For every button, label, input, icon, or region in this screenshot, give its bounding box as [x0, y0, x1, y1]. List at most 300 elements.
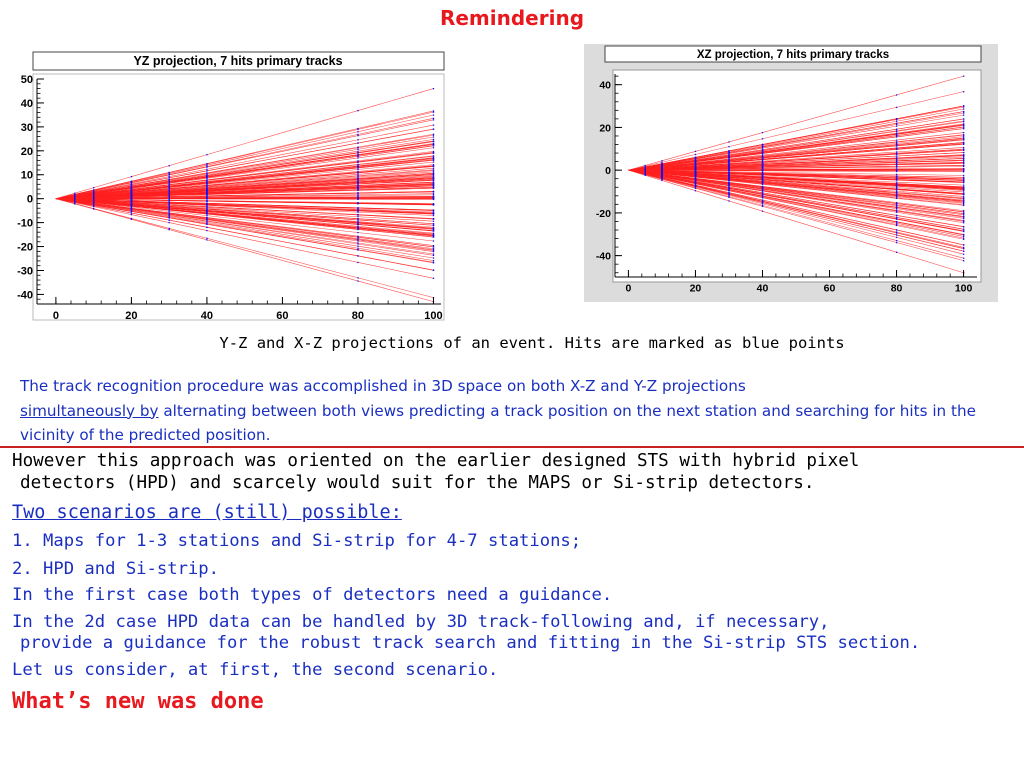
hit-point — [93, 191, 94, 192]
hit-point — [896, 126, 897, 127]
hit-point — [963, 142, 964, 143]
hit-point — [433, 194, 434, 195]
hit-point — [963, 221, 964, 222]
hit-point — [206, 190, 207, 191]
hit-point — [762, 197, 763, 198]
hit-point — [433, 213, 434, 214]
hit-point — [728, 165, 729, 166]
hit-point — [695, 170, 696, 171]
whats-new-heading: What’s new was done — [12, 689, 264, 714]
hit-point — [357, 202, 358, 203]
y-tick-label: 0 — [605, 165, 611, 178]
hit-point — [728, 146, 729, 147]
slide-title: Remindering — [439, 6, 585, 30]
hit-point — [433, 143, 434, 144]
hit-point — [762, 194, 763, 195]
hit-point — [169, 173, 170, 174]
hit-point — [963, 258, 964, 259]
hit-point — [206, 203, 207, 204]
hit-point — [963, 136, 964, 137]
hit-point — [433, 211, 434, 212]
hit-point — [357, 243, 358, 244]
hit-point — [762, 152, 763, 153]
hit-point — [169, 212, 170, 213]
hit-point — [433, 203, 434, 204]
hit-point — [645, 165, 646, 166]
hit-point — [728, 183, 729, 184]
hit-point — [433, 119, 434, 120]
hit-point — [728, 175, 729, 176]
hit-point — [762, 179, 763, 180]
hit-point — [896, 147, 897, 148]
hit-point — [896, 234, 897, 235]
hit-point — [896, 118, 897, 119]
hit-point — [896, 130, 897, 131]
hit-point — [695, 180, 696, 181]
hit-point — [433, 180, 434, 181]
hit-point — [433, 234, 434, 235]
hit-point — [169, 190, 170, 191]
hit-point — [357, 180, 358, 181]
hit-point — [433, 152, 434, 153]
hit-point — [169, 205, 170, 206]
hit-point — [695, 185, 696, 186]
hit-point — [695, 183, 696, 184]
hit-point — [357, 135, 358, 136]
hit-point — [433, 158, 434, 159]
hit-point — [169, 211, 170, 212]
hit-point — [433, 240, 434, 241]
hit-point — [131, 206, 132, 207]
hit-point — [357, 240, 358, 241]
hit-point — [963, 118, 964, 119]
hit-point — [206, 169, 207, 170]
hit-point — [433, 118, 434, 119]
hit-point — [695, 171, 696, 172]
hit-point — [169, 200, 170, 201]
hit-point — [695, 168, 696, 169]
hit-point — [357, 246, 358, 247]
section-divider — [0, 446, 1024, 448]
hit-point — [963, 91, 964, 92]
hit-point — [645, 167, 646, 168]
hit-point — [206, 227, 207, 228]
hit-point — [131, 204, 132, 205]
hit-point — [206, 209, 207, 210]
hit-point — [357, 151, 358, 152]
hit-point — [433, 249, 434, 250]
hit-point — [206, 188, 207, 189]
x-tick-label: 0 — [52, 310, 59, 322]
hit-point — [896, 215, 897, 216]
hit-point — [963, 171, 964, 172]
hit-point — [661, 170, 662, 171]
hit-point — [357, 143, 358, 144]
hit-point — [433, 173, 434, 174]
y-tick-label: -20 — [595, 207, 611, 220]
y-tick-label: -30 — [17, 265, 33, 278]
hit-point — [896, 141, 897, 142]
hit-point — [963, 128, 964, 129]
hit-point — [896, 151, 897, 152]
hit-point — [695, 182, 696, 183]
y-tick-label: -40 — [595, 250, 611, 263]
y-tick-label: 20 — [20, 145, 33, 158]
hit-point — [74, 196, 75, 197]
hit-point — [762, 164, 763, 165]
hit-point — [695, 165, 696, 166]
hit-point — [728, 172, 729, 173]
hit-point — [762, 170, 763, 171]
hit-point — [206, 238, 207, 239]
hit-point — [169, 192, 170, 193]
x-tick-label: 80 — [351, 310, 365, 322]
hit-point — [169, 188, 170, 189]
hit-point — [357, 198, 358, 199]
y-tick-label: 50 — [20, 74, 33, 86]
yz-chart-svg — [0, 48, 450, 330]
hit-point — [661, 163, 662, 164]
hit-point — [896, 240, 897, 241]
hit-point — [762, 184, 763, 185]
hit-point — [963, 139, 964, 140]
hit-point — [433, 136, 434, 137]
hit-point — [896, 158, 897, 159]
hit-point — [695, 157, 696, 158]
hit-point — [695, 190, 696, 191]
paragraph-part1: The track recognition procedure was accomplished in 3D space on both X-Z and Y-Z projections — [20, 377, 746, 395]
hit-point — [357, 128, 358, 129]
hit-point — [963, 190, 964, 191]
hit-point — [645, 173, 646, 174]
hit-point — [433, 233, 434, 234]
body-line-1b: detectors (HPD) and scarcely would suit for the MAPS or Si-strip detectors. — [20, 473, 815, 493]
hit-point — [206, 213, 207, 214]
hit-point — [896, 237, 897, 238]
hit-point — [206, 194, 207, 195]
hit-point — [206, 165, 207, 166]
hit-point — [762, 192, 763, 193]
hit-point — [896, 192, 897, 193]
hit-point — [357, 226, 358, 227]
hit-point — [661, 180, 662, 181]
hit-point — [661, 172, 662, 173]
x-tick-label: 100 — [954, 282, 973, 295]
hit-point — [357, 171, 358, 172]
hit-point — [357, 255, 358, 256]
hit-point — [169, 222, 170, 223]
hit-point — [963, 203, 964, 204]
hit-point — [963, 178, 964, 179]
hit-point — [357, 184, 358, 185]
hit-point — [695, 175, 696, 176]
hit-point — [896, 94, 897, 95]
hit-point — [433, 228, 434, 229]
hit-point — [963, 156, 964, 157]
hit-point — [169, 194, 170, 195]
hit-point — [728, 161, 729, 162]
hit-point — [357, 186, 358, 187]
x-tick-label: 0 — [625, 282, 632, 295]
hit-point — [131, 189, 132, 190]
hit-point — [131, 187, 132, 188]
hit-point — [695, 161, 696, 162]
hit-point — [357, 189, 358, 190]
hit-point — [169, 228, 170, 229]
hit-point — [963, 132, 964, 133]
hit-point — [963, 126, 964, 127]
hit-point — [963, 229, 964, 230]
hit-point — [896, 187, 897, 188]
y-tick-label: 40 — [599, 79, 611, 92]
hit-point — [963, 198, 964, 199]
hit-point — [357, 164, 358, 165]
hit-point — [433, 183, 434, 184]
hit-point — [433, 145, 434, 146]
hit-point — [963, 76, 964, 77]
hit-point — [433, 159, 434, 160]
hit-point — [728, 186, 729, 187]
hit-point — [433, 246, 434, 247]
hit-point — [762, 150, 763, 151]
hit-point — [206, 223, 207, 224]
hit-point — [433, 223, 434, 224]
hit-point — [896, 133, 897, 134]
track-recognition-paragraph — [20, 374, 1010, 448]
hit-point — [357, 188, 358, 189]
xz-projection-chart — [584, 44, 998, 302]
hit-point — [206, 221, 207, 222]
hit-point — [433, 164, 434, 165]
hit-point — [695, 167, 696, 168]
scenario-item-1: 1. Maps for 1-3 stations and Si-strip for 4-7 stations; — [12, 531, 582, 551]
hit-point — [896, 166, 897, 167]
hit-point — [963, 230, 964, 231]
hit-point — [357, 110, 358, 111]
hit-point — [762, 186, 763, 187]
hit-point — [93, 198, 94, 199]
hit-point — [762, 138, 763, 139]
hit-point — [131, 181, 132, 182]
hit-point — [762, 203, 763, 204]
second-case-line-cont: provide a guidance for the robust track search and fitting in the Si-strip STS section. — [20, 633, 921, 653]
hit-point — [433, 221, 434, 222]
hit-point — [169, 176, 170, 177]
hit-point — [896, 143, 897, 144]
hit-point — [433, 187, 434, 188]
hit-point — [963, 248, 964, 249]
hit-point — [74, 203, 75, 204]
hit-point — [433, 209, 434, 210]
hit-point — [728, 170, 729, 171]
hit-point — [896, 203, 897, 204]
hit-point — [357, 212, 358, 213]
hit-point — [131, 190, 132, 191]
hit-point — [93, 205, 94, 206]
hit-point — [728, 188, 729, 189]
hit-point — [963, 212, 964, 213]
hit-point — [131, 200, 132, 201]
hit-point — [357, 219, 358, 220]
hit-point — [896, 139, 897, 140]
hit-point — [169, 186, 170, 187]
hit-point — [357, 210, 358, 211]
hit-point — [433, 147, 434, 148]
hit-point — [896, 135, 897, 136]
hit-point — [728, 182, 729, 183]
hit-point — [896, 191, 897, 192]
x-tick-label: 20 — [689, 282, 702, 295]
hit-point — [74, 200, 75, 201]
first-case-line: In the first case both types of detectors need a guidance. — [12, 585, 613, 605]
hit-point — [963, 185, 964, 186]
second-case-line: In the 2d case HPD data can be handled by 3D track-following and, if necessary, — [12, 612, 830, 632]
hit-point — [896, 242, 897, 243]
xz-chart-svg — [584, 44, 998, 302]
hit-point — [169, 179, 170, 180]
hit-point — [963, 254, 964, 255]
hit-point — [963, 177, 964, 178]
hit-point — [357, 147, 358, 148]
hit-point — [93, 193, 94, 194]
hit-point — [131, 212, 132, 213]
hit-point — [762, 200, 763, 201]
hit-point — [131, 219, 132, 220]
hit-point — [896, 171, 897, 172]
hit-point — [645, 175, 646, 176]
hit-point — [896, 184, 897, 185]
hit-point — [433, 134, 434, 135]
hit-point — [728, 180, 729, 181]
hit-point — [433, 129, 434, 130]
hit-point — [896, 174, 897, 175]
hit-point — [728, 157, 729, 158]
y-tick-label: -20 — [17, 241, 33, 254]
hit-point — [93, 208, 94, 209]
hit-point — [131, 192, 132, 193]
hit-point — [433, 218, 434, 219]
hit-point — [896, 179, 897, 180]
hit-point — [206, 177, 207, 178]
hit-point — [896, 207, 897, 208]
hit-point — [206, 174, 207, 175]
hit-point — [762, 211, 763, 212]
hit-point — [357, 157, 358, 158]
hit-point — [169, 202, 170, 203]
x-tick-label: 20 — [125, 310, 138, 322]
hit-point — [695, 187, 696, 188]
hit-point — [896, 231, 897, 232]
hit-point — [963, 149, 964, 150]
hit-point — [357, 248, 358, 249]
x-tick-label: 100 — [424, 310, 443, 322]
hit-point — [131, 214, 132, 215]
hit-point — [762, 144, 763, 145]
hit-point — [433, 191, 434, 192]
hit-point — [963, 200, 964, 201]
hit-point — [357, 174, 358, 175]
hit-point — [896, 210, 897, 211]
hit-point — [357, 149, 358, 150]
hit-point — [963, 260, 964, 261]
hit-point — [963, 188, 964, 189]
hit-point — [206, 185, 207, 186]
hit-point — [695, 173, 696, 174]
hit-point — [896, 123, 897, 124]
hit-point — [131, 207, 132, 208]
hit-point — [695, 162, 696, 163]
hit-point — [433, 270, 434, 271]
hit-point — [762, 159, 763, 160]
hit-point — [357, 169, 358, 170]
hit-point — [963, 112, 964, 113]
hit-point — [762, 177, 763, 178]
hit-point — [762, 167, 763, 168]
hit-point — [433, 236, 434, 237]
hit-point — [896, 153, 897, 154]
hit-point — [433, 253, 434, 254]
hit-point — [433, 170, 434, 171]
hit-point — [963, 234, 964, 235]
hit-point — [896, 145, 897, 146]
hit-point — [762, 205, 763, 206]
x-tick-label: 60 — [823, 282, 836, 295]
y-tick-label: 40 — [20, 97, 33, 110]
hit-point — [357, 197, 358, 198]
hit-point — [963, 168, 964, 169]
hit-point — [206, 217, 207, 218]
hit-point — [728, 185, 729, 186]
hit-point — [695, 158, 696, 159]
hit-point — [206, 230, 207, 231]
hit-point — [357, 277, 358, 278]
hit-point — [896, 223, 897, 224]
hit-point — [963, 147, 964, 148]
hit-point — [896, 204, 897, 205]
hit-point — [695, 154, 696, 155]
hit-point — [963, 165, 964, 166]
hit-point — [131, 198, 132, 199]
hit-point — [357, 182, 358, 183]
hit-point — [963, 205, 964, 206]
hit-point — [93, 195, 94, 196]
hit-point — [357, 249, 358, 250]
hit-point — [357, 229, 358, 230]
hit-point — [206, 163, 207, 164]
hit-point — [728, 150, 729, 151]
hit-point — [357, 207, 358, 208]
hit-point — [433, 156, 434, 157]
hit-point — [896, 202, 897, 203]
hit-point — [728, 163, 729, 164]
hit-point — [896, 124, 897, 125]
hit-point — [963, 152, 964, 153]
hit-point — [963, 175, 964, 176]
hit-point — [896, 194, 897, 195]
hit-point — [963, 218, 964, 219]
hit-point — [131, 199, 132, 200]
hit-point — [357, 139, 358, 140]
hit-point — [357, 218, 358, 219]
hit-point — [896, 188, 897, 189]
hit-point — [433, 112, 434, 113]
hit-point — [896, 177, 897, 178]
hit-point — [728, 196, 729, 197]
hit-point — [728, 193, 729, 194]
hit-point — [963, 216, 964, 217]
y-tick-label: 30 — [20, 121, 33, 134]
hit-point — [896, 129, 897, 130]
